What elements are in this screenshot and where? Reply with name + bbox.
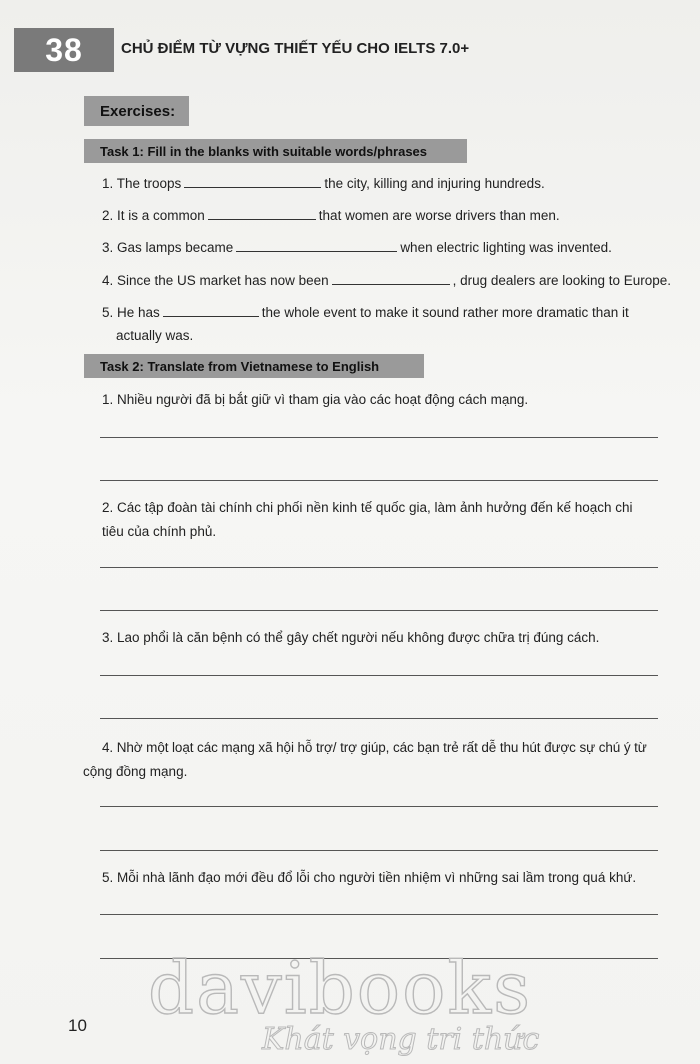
task2-item-3: 3. Lao phổi là căn bệnh có thể gây chết người nếu không được chữa trị đúng cách. — [102, 630, 600, 645]
answer-line[interactable] — [100, 806, 658, 807]
task1-item-3: 3. Gas lamps became when electric lighting was invented. — [102, 240, 612, 255]
task1-item-5: 5. He has the whole event to make it sound rather more dramatic than it — [102, 305, 629, 320]
answer-blank[interactable] — [236, 239, 397, 252]
answer-blank[interactable] — [163, 304, 259, 317]
task2-item-2: 2. Các tập đoàn tài chính chi phối nền kinh tế quốc gia, làm ảnh hưởng đến kế hoạch chi — [102, 500, 633, 515]
watermark-brand: davibooks — [148, 946, 533, 1030]
answer-line[interactable] — [100, 914, 658, 915]
book-title: CHỦ ĐIỂM TỪ VỰNG THIẾT YẾU CHO IELTS 7.0+ — [121, 40, 470, 57]
task1-item-4: 4. Since the US market has now been , drug dealers are looking to Europe. — [102, 273, 672, 288]
answer-blank[interactable] — [184, 175, 321, 188]
answer-line[interactable] — [100, 610, 658, 611]
answer-line[interactable] — [100, 718, 658, 719]
watermark-slogan: Khát vọng tri thức — [262, 1022, 540, 1057]
answer-blank[interactable] — [332, 272, 450, 285]
task1-heading: Task 1: Fill in the blanks with suitable words/phrases — [84, 139, 467, 163]
task2-item-4-continuation: cộng đồng mạng. — [83, 764, 188, 779]
task1-item-2: 2. It is a common that women are worse drivers than men. — [102, 208, 560, 223]
task2-item-4: 4. Nhờ một loạt các mạng xã hội hỗ trợ/ trợ giúp, các bạn trẻ rất dễ thu hút được sự chú ý từ — [102, 740, 647, 755]
task2-heading: Task 2: Translate from Vietnamese to English — [84, 354, 424, 378]
answer-line[interactable] — [100, 675, 658, 676]
answer-line[interactable] — [100, 850, 658, 851]
exercises-heading: Exercises: — [84, 96, 189, 126]
task2-item-1: 1. Nhiều người đã bị bắt giữ vì tham gia vào các hoạt động cách mạng. — [102, 392, 529, 407]
answer-blank[interactable] — [208, 207, 316, 220]
task2-item-5: 5. Mỗi nhà lãnh đạo mới đều đổ lỗi cho người tiền nhiệm vì những sai lầm trong quá khứ. — [102, 870, 637, 885]
task2-item-2-continuation: tiêu của chính phủ. — [102, 524, 217, 539]
answer-line[interactable] — [100, 437, 658, 438]
answer-line[interactable] — [100, 567, 658, 568]
answer-line[interactable] — [100, 480, 658, 481]
task1-item-1: 1. The troops the city, killing and injuring hundreds. — [102, 176, 545, 191]
task1-item-5-continuation: actually was. — [116, 328, 194, 343]
chapter-number: 38 — [45, 31, 83, 68]
page-number: 10 — [68, 1016, 87, 1035]
